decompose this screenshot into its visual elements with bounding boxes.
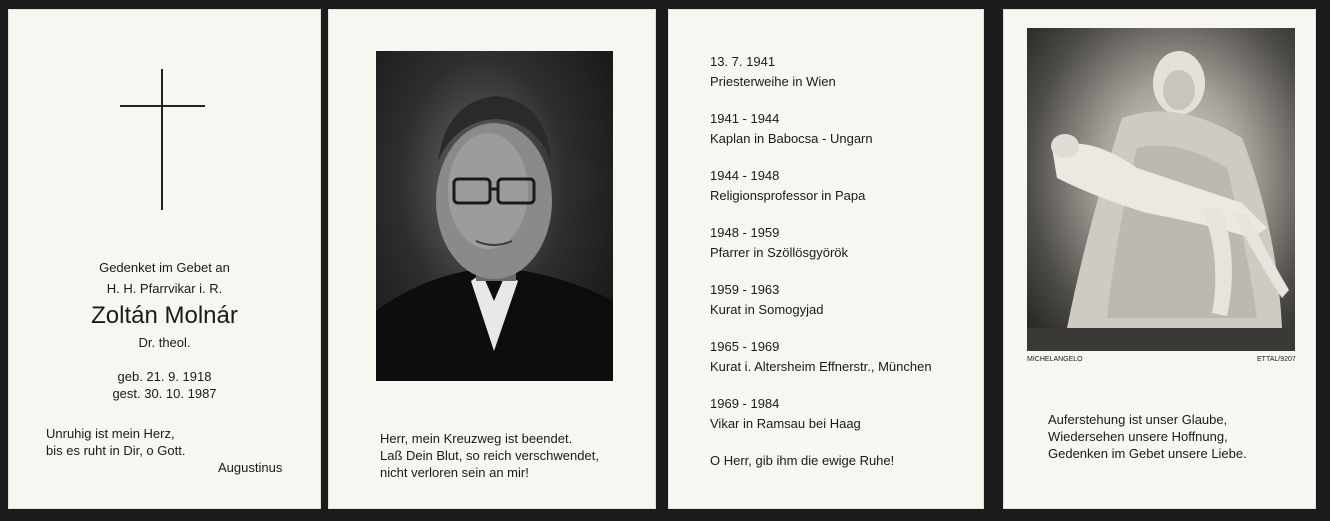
portrait-figure (376, 51, 613, 381)
title-line: H. H. Pfarrvikar i. R. (106, 281, 223, 296)
cross-icon (161, 69, 163, 210)
card-front (8, 9, 321, 509)
image-caption-artist: MICHELANGELO (1027, 356, 1083, 363)
card-biography (668, 9, 984, 509)
quote-line-1: Unruhig ist mein Herz, (46, 426, 175, 441)
timeline-text: Kaplan in Babocsa - Ungarn (710, 131, 873, 146)
pieta-sculpture (1027, 28, 1295, 351)
verse-line-1: Auferstehung ist unser Glaube, (1048, 412, 1228, 427)
timeline-date: 1969 - 1984 (710, 396, 780, 411)
timeline-text: Religionsprofessor in Papa (710, 188, 866, 203)
timeline-text: Vikar in Ramsau bei Haag (710, 416, 861, 431)
closing-prayer: O Herr, gib ihm die ewige Ruhe! (710, 453, 895, 468)
verse-line-3: nicht verloren sein an mir! (380, 465, 529, 480)
pieta-image (1027, 28, 1295, 351)
card-portrait (328, 9, 656, 509)
timeline-date: 1959 - 1963 (710, 282, 780, 297)
timeline-text: Kurat in Somogyjad (710, 302, 824, 317)
timeline-text: Priesterweihe in Wien (710, 74, 836, 89)
portrait-photo (376, 51, 613, 381)
cross-bar (120, 105, 205, 107)
timeline-date: 1944 - 1948 (710, 168, 780, 183)
timeline-date: 13. 7. 1941 (710, 54, 776, 69)
timeline-text: Kurat i. Altersheim Effnerstr., München (710, 359, 932, 374)
death-date: gest. 30. 10. 1987 (112, 386, 217, 401)
verse-line-3: Gedenken im Gebet unsere Liebe. (1048, 446, 1247, 461)
degree: Dr. theol. (138, 335, 191, 350)
remember-text: Gedenket im Gebet an (99, 260, 230, 275)
verse-line-2: Laß Dein Blut, so reich verschwendet, (380, 448, 599, 463)
card-pieta (1003, 9, 1316, 509)
quote-author: Augustinus (218, 460, 283, 475)
deceased-name: Zoltán Molnár (91, 302, 238, 329)
timeline-date: 1941 - 1944 (710, 111, 780, 126)
timeline-date: 1948 - 1959 (710, 225, 780, 240)
timeline-date: 1965 - 1969 (710, 339, 780, 354)
image-caption-code: ETTAL/9207 (1257, 356, 1296, 363)
verse-line-1: Herr, mein Kreuzweg ist beendet. (380, 431, 573, 446)
timeline-text: Pfarrer in Szöllösgyörök (710, 245, 848, 260)
quote-line-2: bis es ruht in Dir, o Gott. (46, 443, 186, 458)
verse-line-2: Wiedersehen unsere Hoffnung, (1048, 429, 1228, 444)
birth-date: geb. 21. 9. 1918 (117, 369, 212, 384)
